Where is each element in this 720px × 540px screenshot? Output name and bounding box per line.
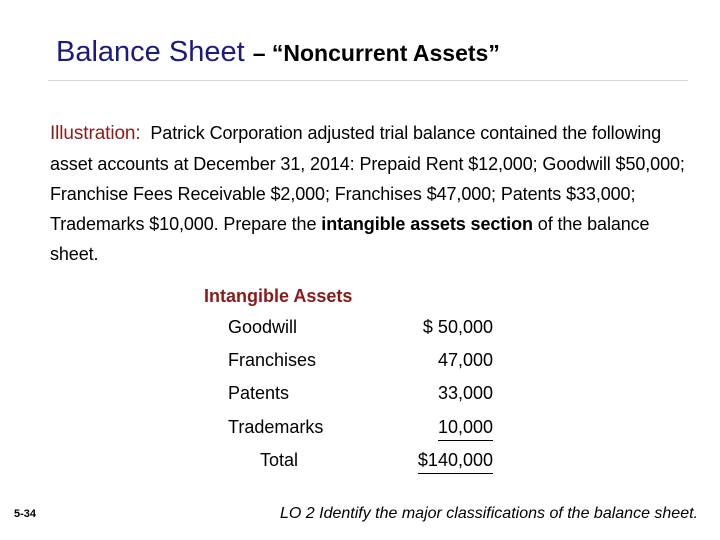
illustration-bold: intangible assets section — [321, 214, 533, 234]
table-row — [228, 317, 493, 339]
row-amount: 33,000 — [437, 383, 493, 403]
slide-title — [56, 36, 500, 69]
row-amount: 47,000 — [437, 350, 493, 370]
table-row — [228, 350, 493, 372]
intangibles-heading: Intangible Assets — [204, 286, 353, 306]
title-main: Balance Sheet — [56, 36, 245, 68]
total-amount: $140,000 — [418, 450, 493, 474]
illustration-label: Illustration: — [50, 123, 141, 144]
illustration-text-2: of the balance sheet. — [50, 214, 650, 264]
illustration-text-1: Patrick Corporation adjusted trial balance contained the following asset accounts at December 31, 2014: Prepaid Rent $12,000; Goodwill $50,000; Franchise Fees Receivable $2,000; Franchises $47,000; Patents $33,000; Trademarks $10,000. Prepare the — [50, 123, 685, 234]
learning-objective: LO 2 Identify the major classifications of the balance sheet. — [279, 505, 698, 522]
row-name: Goodwill — [228, 317, 298, 337]
illustration-paragraph — [50, 118, 700, 269]
page-number: 5-34 — [14, 508, 37, 520]
row-name: Franchises — [228, 350, 317, 370]
title-divider — [48, 80, 688, 81]
table-row — [228, 383, 493, 405]
total-row — [228, 450, 493, 472]
table-row — [228, 417, 493, 439]
row-amount: $ 50,000 — [422, 317, 493, 337]
row-amount: 10,000 — [438, 417, 493, 441]
row-name: Patents — [228, 383, 290, 403]
title-sub: – “Noncurrent Assets” — [252, 40, 500, 66]
row-name: Trademarks — [228, 417, 324, 437]
total-label: Total — [260, 450, 299, 470]
